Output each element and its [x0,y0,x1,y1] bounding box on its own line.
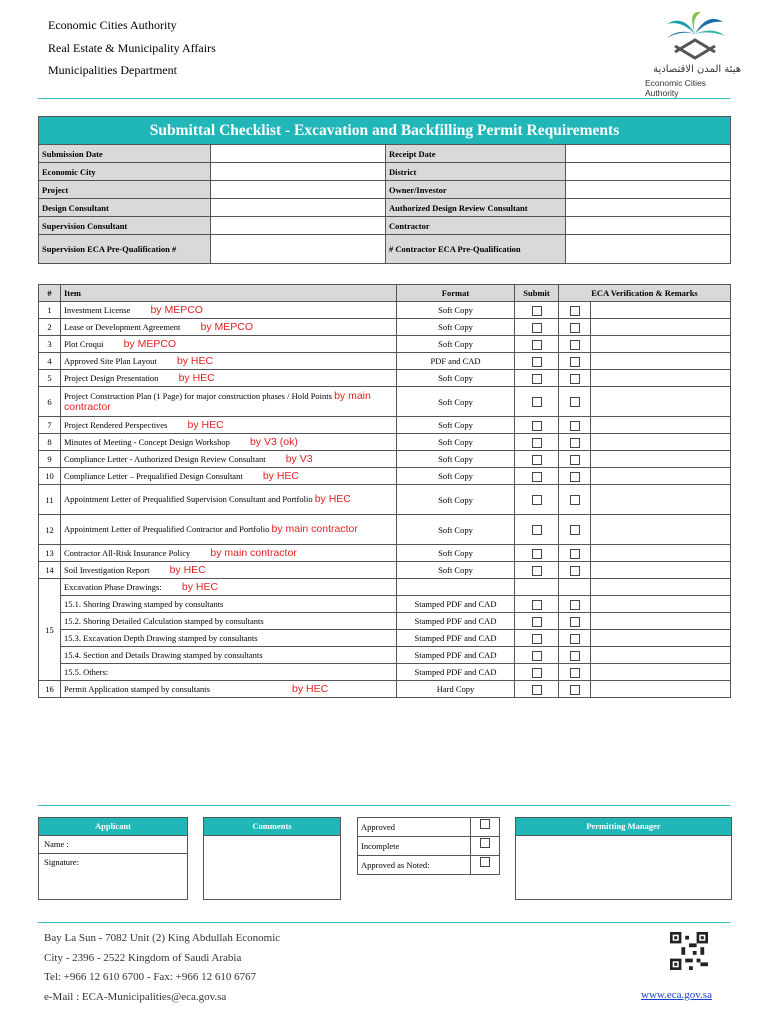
eca-verify-cell [559,336,591,353]
item-format: Soft Copy [397,417,515,434]
item-format: Soft Copy [397,336,515,353]
org-line: Real Estate & Municipality Affairs [48,40,216,55]
info-row [39,145,731,163]
col-submit: Submit [515,285,559,302]
submit-cell [515,647,559,664]
item-number: 6 [39,387,61,417]
remarks-field[interactable] [591,596,731,613]
eca-verify-cell [559,319,591,336]
item-text: Compliance Letter – Prequalified Design Consultant [64,471,243,481]
eca-verify-cell [559,370,591,387]
item-format: Soft Copy [397,468,515,485]
design-review-consultant-field[interactable] [566,199,731,217]
remarks-field[interactable] [591,515,731,545]
item-description [61,417,397,434]
email-line[interactable]: e-Mail : ECA-Municipalities@eca.gov.sa [44,991,227,1004]
remarks-field[interactable] [591,562,731,579]
receipt-date-field[interactable] [566,145,731,163]
submit-checkbox[interactable] [532,357,542,367]
item-number: 12 [39,515,61,545]
comments-input[interactable] [204,836,340,896]
applicant-name-field[interactable]: Name : [39,836,187,854]
item-description [61,319,397,336]
item-format: Soft Copy [397,387,515,417]
status-incomplete-label: Incomplete [358,837,471,856]
item-number: 1 [39,302,61,319]
handwritten-note: by HEC [314,493,351,505]
eca-verify-checkbox[interactable] [570,374,580,384]
submit-checkbox[interactable] [532,495,542,505]
eca-verify-checkbox[interactable] [570,668,580,678]
checklist-row [39,545,731,562]
submit-checkbox[interactable] [532,455,542,465]
eca-verify-checkbox[interactable] [570,495,580,505]
eca-verify-cell [559,387,591,417]
qr-code-icon [670,932,708,970]
subitem-description: 15.3. Excavation Depth Drawing stamped by consultants [61,630,397,647]
remarks-field[interactable] [591,353,731,370]
comments-title: Comments [204,818,340,836]
phone-line: Tel: +966 12 610 6700 - Fax: +966 12 610 6767 [44,971,257,984]
checklist-row [39,387,731,417]
submission-date-field[interactable] [211,145,386,163]
remarks-field[interactable] [591,451,731,468]
eca-verify-cell [559,613,591,630]
checklist-row [39,485,731,515]
item-format: Stamped PDF and CAD [397,596,515,613]
checklist-row [39,451,731,468]
submit-checkbox[interactable] [532,668,542,678]
palm-logo-icon [645,8,745,64]
item-format: Soft Copy [397,319,515,336]
subitem-description: 15.4. Section and Details Drawing stamped by consultants [61,647,397,664]
checklist-title: Submittal Checklist - Excavation and Backfilling Permit Requirements [39,117,731,145]
item-number: 4 [39,353,61,370]
item-description [61,562,397,579]
eca-verify-cell [559,434,591,451]
item-format: Stamped PDF and CAD [397,664,515,681]
submit-checkbox[interactable] [532,472,542,482]
submit-checkbox[interactable] [532,306,542,316]
logo-english-text: Economic Cities Authority [645,78,706,98]
item-format: Soft Copy [397,451,515,468]
economic-city-field[interactable] [211,163,386,181]
eca-verify-cell [559,302,591,319]
item-description [61,387,397,417]
item-format: Soft Copy [397,302,515,319]
item-text: Approved Site Plan Layout [64,356,157,366]
item-number: 16 [39,681,61,698]
permitting-manager-box [515,817,732,900]
eca-verify-checkbox[interactable] [570,549,580,559]
checklist-row [39,353,731,370]
item-number: 15 [39,579,61,681]
item-text: Appointment Letter of Prequalified Contractor and Portfolio [64,524,270,534]
submit-cell [515,336,559,353]
checklist-row [39,319,731,336]
submit-checkbox[interactable] [532,323,542,333]
item-text: Soil Investigation Report [64,565,150,575]
submit-cell [515,613,559,630]
eca-verify-cell [559,681,591,698]
info-label: Submission Date [39,145,211,163]
eca-verify-checkbox[interactable] [570,651,580,661]
submit-cell [515,302,559,319]
submit-checkbox[interactable] [532,685,542,695]
item-format: PDF and CAD [397,353,515,370]
submit-checkbox[interactable] [532,549,542,559]
eca-verify-checkbox[interactable] [570,685,580,695]
eca-verify-checkbox[interactable] [570,455,580,465]
eca-verify-cell [559,485,591,515]
checklist-table [38,284,731,698]
item-description [61,353,397,370]
eca-verify-checkbox[interactable] [570,472,580,482]
eca-verify-checkbox[interactable] [570,600,580,610]
remarks-field[interactable] [591,681,731,698]
submit-cell [515,630,559,647]
eca-verify-cell [559,562,591,579]
info-label: District [386,163,566,181]
eca-verify-checkbox[interactable] [570,525,580,535]
info-label: Design Consultant [39,199,211,217]
submit-checkbox[interactable] [532,566,542,576]
submit-cell [515,664,559,681]
handwritten-note: by HEC [187,419,224,431]
eca-verify-cell [559,468,591,485]
item-text: Compliance Letter - Authorized Design Review Consultant [64,454,266,464]
info-label: Project [39,181,211,199]
eca-verify-cell [559,417,591,434]
handwritten-note: by MEPCO [150,304,203,316]
submit-cell [515,387,559,417]
permitting-manager-title: Permitting Manager [516,818,731,836]
handwritten-note: by HEC [178,372,215,384]
item-description [61,579,397,596]
checklist-subrow [39,647,731,664]
eca-verify-cell [559,451,591,468]
checklist-header-row [39,285,731,302]
item-format: Soft Copy [397,370,515,387]
remarks-field[interactable] [591,336,731,353]
checklist-row [39,336,731,353]
submit-checkbox[interactable] [532,617,542,627]
handwritten-note: by HEC [176,355,214,367]
submit-checkbox[interactable] [532,438,542,448]
info-label: # Contractor ECA Pre-Qualification [386,235,566,264]
checklist-row [39,562,731,579]
item-number: 5 [39,370,61,387]
remarks-field[interactable] [591,613,731,630]
remarks-field[interactable] [591,630,731,647]
eca-verify-cell [559,630,591,647]
info-row [39,181,731,199]
remarks-field[interactable] [591,485,731,515]
submit-checkbox[interactable] [532,421,542,431]
item-text: Permit Application stamped by consultants [64,684,210,694]
submit-cell [515,417,559,434]
eca-verify-checkbox[interactable] [570,306,580,316]
eca-verify-cell [559,353,591,370]
org-line: Municipalities Department [48,63,177,77]
item-description [61,370,397,387]
applicant-signature-field[interactable]: Signature: [44,857,79,867]
eca-verify-checkbox[interactable] [570,323,580,333]
comments-box [203,817,341,900]
remarks-field[interactable] [591,545,731,562]
item-description [61,515,397,545]
checklist-row [39,515,731,545]
approved-as-noted-checkbox[interactable] [480,857,490,867]
supervision-consultant-field[interactable] [211,217,386,235]
website-link[interactable]: www.eca.gov.sa [641,989,712,1001]
item-number: 13 [39,545,61,562]
item-text: Excavation Phase Drawings: [64,582,162,592]
checklist-subrow [39,664,731,681]
owner-investor-field[interactable] [566,181,731,199]
approved-checkbox[interactable] [480,819,490,829]
submit-cell [515,681,559,698]
handwritten-note: by HEC [169,564,206,576]
col-number: # [39,285,61,302]
submit-checkbox[interactable] [532,374,542,384]
eca-verify-checkbox[interactable] [570,421,580,431]
logo-arabic-text: هيئة المدن الاقتصادية [653,64,741,75]
eca-verify-cell [559,596,591,613]
checklist-group-row [39,579,731,596]
handwritten-note: by HEC [292,683,329,695]
design-consultant-field[interactable] [211,199,386,217]
submit-cell [515,319,559,336]
item-format: Soft Copy [397,485,515,515]
item-text: Project Rendered Perspectives [64,420,168,430]
handwritten-note: by main contractor [210,547,297,559]
item-description [61,336,397,353]
info-label: Contractor [386,217,566,235]
eca-verify-checkbox[interactable] [570,357,580,367]
eca-verify-checkbox[interactable] [570,634,580,644]
item-format: Stamped PDF and CAD [397,647,515,664]
checklist-subrow [39,596,731,613]
submit-cell [515,434,559,451]
org-line: Economic Cities Authority [48,18,177,32]
item-text: Plot Croqui [64,339,104,349]
eca-verify-checkbox[interactable] [570,617,580,627]
item-description [61,434,397,451]
checklist-row [39,434,731,451]
handwritten-note: by MEPCO [123,338,177,350]
item-text: Investment License [64,305,131,315]
item-description [61,302,397,319]
checklist-row [39,302,731,319]
item-number: 11 [39,485,61,515]
checklist-subrow [39,630,731,647]
eca-verify-cell [559,664,591,681]
submit-cell [515,353,559,370]
project-field[interactable] [211,181,386,199]
footer-divider [38,922,730,923]
header-divider [38,98,730,99]
status-approved-label: Approved [358,818,471,837]
checklist-row [39,681,731,698]
handwritten-note: by V3 (ok) [249,436,298,448]
applicant-title: Applicant [39,818,187,836]
eca-verify-cell [559,647,591,664]
remarks-field[interactable] [591,387,731,417]
remarks-field[interactable] [591,434,731,451]
handwritten-note: by main contractor [271,523,358,535]
item-text: Lease or Development Agreement [64,322,181,332]
eca-verify-checkbox[interactable] [570,340,580,350]
eca-verify-checkbox[interactable] [570,566,580,576]
handwritten-note: by HEC [262,470,300,482]
subitem-description: 15.2. Shoring Detailed Calculation stamped by consultants [61,613,397,630]
submit-cell [515,468,559,485]
col-eca-verification: ECA Verification & Remarks [559,285,731,302]
handwritten-note: by MEPCO [200,321,253,333]
submit-checkbox[interactable] [532,525,542,535]
submit-checkbox[interactable] [532,651,542,661]
remarks-field[interactable] [591,417,731,434]
item-description [61,468,397,485]
col-item: Item [61,285,397,302]
incomplete-checkbox[interactable] [480,838,490,848]
info-label: Supervision Consultant [39,217,211,235]
address-line: Bay La Sun - 7082 Unit (2) King Abdullah Economic [44,932,281,944]
submit-cell [515,370,559,387]
submit-checkbox[interactable] [532,340,542,350]
remarks-field[interactable] [591,319,731,336]
item-number: 9 [39,451,61,468]
info-row [39,235,731,264]
submit-cell [515,515,559,545]
info-label: Supervision ECA Pre-Qualification # [39,235,211,264]
item-text: Appointment Letter of Prequalified Supervision Consultant and Portfolio [64,494,313,504]
item-number: 10 [39,468,61,485]
footer-address [44,929,280,1008]
item-description [61,545,397,562]
info-label: Owner/Investor [386,181,566,199]
supervision-prequal-field[interactable] [211,235,386,264]
submit-checkbox[interactable] [532,634,542,644]
submit-cell [515,451,559,468]
item-number: 7 [39,417,61,434]
remarks-field[interactable] [591,468,731,485]
submit-cell [515,485,559,515]
eca-verify-checkbox[interactable] [570,397,580,407]
item-text: Minutes of Meeting - Concept Design Workshop [64,437,230,447]
submit-cell [515,562,559,579]
eca-verify-checkbox[interactable] [570,438,580,448]
info-label: Authorized Design Review Consultant [386,199,566,217]
item-text: Project Construction Plan (1 Page) for major construction phases / Hold Points [64,390,332,401]
item-number: 2 [39,319,61,336]
project-info-table [38,116,731,264]
item-description [61,451,397,468]
info-row [39,199,731,217]
subitem-description: 15.1. Shoring Drawing stamped by consultants [61,596,397,613]
item-number: 8 [39,434,61,451]
item-text: Contractor All-Risk Insurance Policy [64,548,191,558]
info-row [39,163,731,181]
item-format: Soft Copy [397,562,515,579]
item-format: Stamped PDF and CAD [397,630,515,647]
subitem-description: 15.5. Others: [61,664,397,681]
district-field[interactable] [566,163,731,181]
checklist-row [39,417,731,434]
item-format: Hard Copy [397,681,515,698]
submit-cell [515,545,559,562]
col-format: Format [397,285,515,302]
info-label: Receipt Date [386,145,566,163]
submit-cell [515,596,559,613]
info-row [39,217,731,235]
approval-status-table [357,817,500,875]
checklist-row [39,370,731,387]
remarks-field[interactable] [591,302,731,319]
item-number: 3 [39,336,61,353]
item-format: Soft Copy [397,434,515,451]
item-text: Project Design Presentation [64,373,159,383]
handwritten-note: by HEC [181,581,219,593]
item-description [61,681,397,698]
permitting-manager-signature[interactable] [516,836,731,896]
organization-header [48,14,216,82]
item-format: Soft Copy [397,515,515,545]
item-description [61,485,397,515]
remarks-field[interactable] [591,664,731,681]
item-number: 14 [39,562,61,579]
eca-logo [645,8,745,98]
signoff-divider [38,805,730,806]
item-format: Soft Copy [397,545,515,562]
info-label: Economic City [39,163,211,181]
applicant-box [38,817,188,900]
checklist-row [39,468,731,485]
remarks-field[interactable] [591,370,731,387]
status-approved-noted-label: Approved as Noted: [358,856,471,875]
handwritten-note: by V3 [285,453,313,465]
contractor-prequal-field[interactable] [566,235,731,264]
item-format: Stamped PDF and CAD [397,613,515,630]
remarks-field[interactable] [591,647,731,664]
contractor-field[interactable] [566,217,731,235]
eca-verify-cell [559,515,591,545]
submit-checkbox[interactable] [532,397,542,407]
checklist-subrow [39,613,731,630]
submit-checkbox[interactable] [532,600,542,610]
address-line: City - 2396 - 2522 Kingdom of Saudi Arabia [44,951,242,964]
handwritten-note: by main contractor [64,389,371,413]
eca-verify-cell [559,545,591,562]
